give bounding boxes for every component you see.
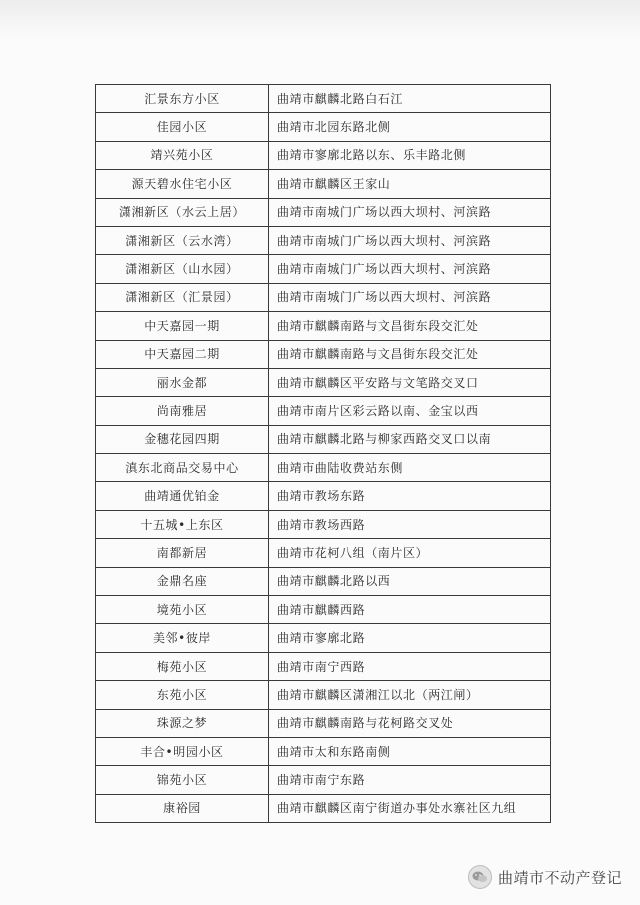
watermark [468, 865, 622, 889]
address-cell: 曲靖市北园东路北侧 [269, 113, 551, 141]
community-name-cell: 梅苑小区 [96, 652, 269, 680]
community-name-cell: 潇湘新区（山水园） [96, 255, 269, 283]
table-row [96, 397, 551, 425]
community-name-cell: 靖兴苑小区 [96, 141, 269, 169]
community-name-cell: 中天嘉园二期 [96, 340, 269, 368]
address-cell: 曲靖市曲陆收费站东侧 [269, 454, 551, 482]
address-cell: 曲靖市麒麟区平安路与文笔路交叉口 [269, 368, 551, 396]
residential-area-table [95, 84, 551, 823]
scan-shade [0, 0, 640, 40]
table-row [96, 198, 551, 226]
address-cell: 曲靖市麒麟北路以西 [269, 567, 551, 595]
address-cell: 曲靖市寥廓北路以东、乐丰路北侧 [269, 141, 551, 169]
community-name-cell: 锦苑小区 [96, 766, 269, 794]
address-cell: 曲靖市教场东路 [269, 482, 551, 510]
address-cell: 曲靖市南片区彩云路以南、金宝以西 [269, 397, 551, 425]
community-name-cell: 潇湘新区（云水湾） [96, 226, 269, 254]
watermark-text: 曲靖市不动产登记 [497, 868, 622, 887]
table-row [96, 737, 551, 765]
table-row [96, 340, 551, 368]
community-name-cell: 尚南雅居 [96, 397, 269, 425]
address-cell: 曲靖市南城门广场以西大坝村、河滨路 [269, 255, 551, 283]
community-name-cell: 境苑小区 [96, 596, 269, 624]
community-name-cell: 滇东北商品交易中心 [96, 454, 269, 482]
address-cell: 曲靖市麒麟区南宁街道办事处水寨社区九组 [269, 794, 551, 822]
wechat-icon [468, 865, 492, 889]
address-cell: 曲靖市南城门广场以西大坝村、河滨路 [269, 283, 551, 311]
address-cell: 曲靖市太和东路南侧 [269, 737, 551, 765]
address-cell: 曲靖市寥廓北路 [269, 624, 551, 652]
table-row [96, 312, 551, 340]
table-row [96, 652, 551, 680]
table-row [96, 624, 551, 652]
community-name-cell: 汇景东方小区 [96, 85, 269, 113]
table-row [96, 113, 551, 141]
table-row [96, 255, 551, 283]
community-name-cell: 潇湘新区（水云上居） [96, 198, 269, 226]
community-name-cell: 源天碧水住宅小区 [96, 170, 269, 198]
community-name-cell: 曲靖通优铂金 [96, 482, 269, 510]
table-row [96, 368, 551, 396]
address-cell: 曲靖市麒麟北路白石江 [269, 85, 551, 113]
community-name-cell: 中天嘉园一期 [96, 312, 269, 340]
community-name-cell: 十五城•上东区 [96, 510, 269, 538]
address-cell: 曲靖市麒麟区王家山 [269, 170, 551, 198]
address-cell: 曲靖市麒麟南路与文昌街东段交汇处 [269, 312, 551, 340]
table-row [96, 766, 551, 794]
table-row [96, 141, 551, 169]
community-name-cell: 金穗花园四期 [96, 425, 269, 453]
community-name-cell: 南都新居 [96, 539, 269, 567]
table-row [96, 482, 551, 510]
community-name-cell: 丽水金都 [96, 368, 269, 396]
address-cell: 曲靖市南城门广场以西大坝村、河滨路 [269, 226, 551, 254]
address-cell: 曲靖市南宁东路 [269, 766, 551, 794]
address-cell: 曲靖市南城门广场以西大坝村、河滨路 [269, 198, 551, 226]
community-name-cell: 珠源之梦 [96, 709, 269, 737]
table-row [96, 425, 551, 453]
table-row [96, 283, 551, 311]
table-row [96, 596, 551, 624]
address-cell: 曲靖市麒麟区潇湘江以北（两江闸） [269, 681, 551, 709]
address-cell: 曲靖市麒麟南路与文昌街东段交汇处 [269, 340, 551, 368]
community-name-cell: 佳园小区 [96, 113, 269, 141]
table-row [96, 510, 551, 538]
table-row [96, 85, 551, 113]
table-row [96, 794, 551, 822]
community-name-cell: 康裕园 [96, 794, 269, 822]
address-cell: 曲靖市麒麟南路与花柯路交叉处 [269, 709, 551, 737]
table-row [96, 226, 551, 254]
community-name-cell: 金鼎名座 [96, 567, 269, 595]
community-name-cell: 美邻•彼岸 [96, 624, 269, 652]
address-cell: 曲靖市麒麟西路 [269, 596, 551, 624]
address-cell: 曲靖市南宁西路 [269, 652, 551, 680]
address-cell: 曲靖市花柯八组（南片区） [269, 539, 551, 567]
table-body [96, 85, 551, 823]
table-row [96, 709, 551, 737]
table-row [96, 567, 551, 595]
community-name-cell: 潇湘新区（汇景园） [96, 283, 269, 311]
table-row [96, 454, 551, 482]
community-name-cell: 丰合•明园小区 [96, 737, 269, 765]
table-row [96, 539, 551, 567]
community-name-cell: 东苑小区 [96, 681, 269, 709]
address-cell: 曲靖市教场西路 [269, 510, 551, 538]
address-cell: 曲靖市麒麟北路与柳家西路交叉口以南 [269, 425, 551, 453]
table-row [96, 681, 551, 709]
table-row [96, 170, 551, 198]
